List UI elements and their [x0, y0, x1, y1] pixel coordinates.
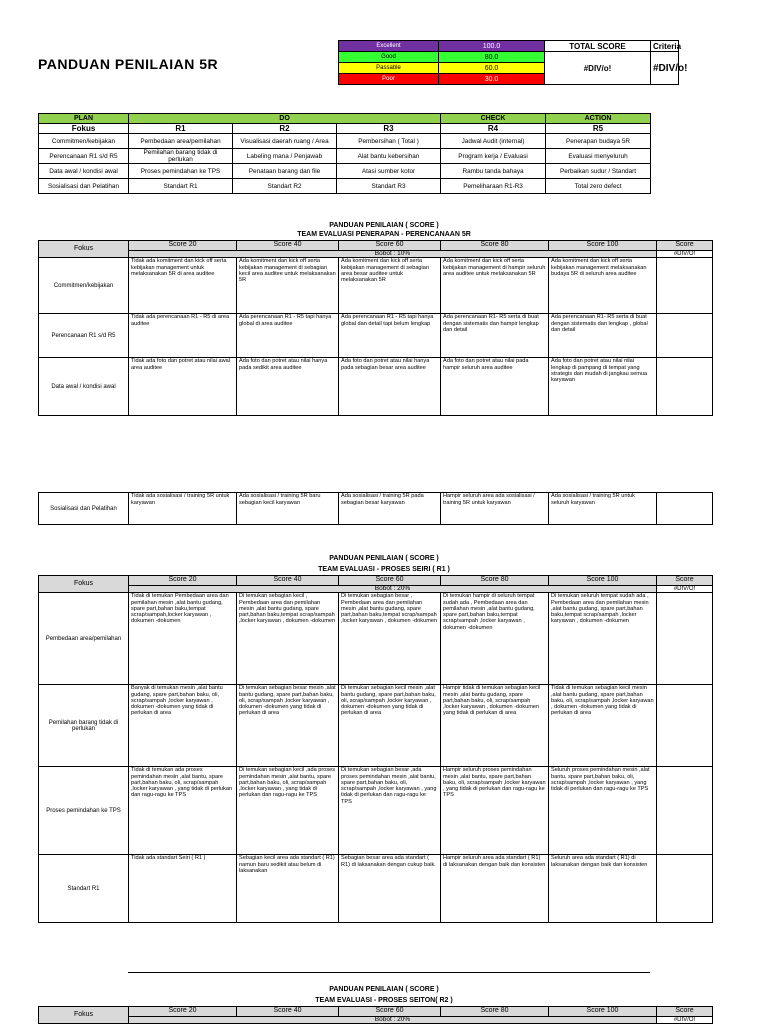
- pdca-fokus-cell: Data awal / kondisi awal: [39, 164, 129, 179]
- score-table-seiri: [38, 575, 713, 923]
- divider: [128, 972, 650, 973]
- score-header: Score 80: [441, 241, 549, 251]
- score-header: Score 20: [129, 241, 237, 251]
- section-3-subtitle: TEAM EVALUASI - PROSES SEITON( R2 ): [315, 997, 453, 1004]
- criteria-cell: Sebagian besar area ada standart ( R1) di laksanakan dengan cukup baik.: [339, 855, 441, 923]
- pdca-cell: Standart R1: [129, 179, 233, 194]
- criteria-cell: Tidak ada sosialisasi / training 5R untuk karyawan: [129, 493, 237, 525]
- pdca-row: [39, 179, 651, 194]
- col-r1: R1: [129, 124, 233, 134]
- score-cell: [657, 314, 713, 358]
- score-cell: [657, 855, 713, 923]
- col-r2: R2: [233, 124, 337, 134]
- pdca-cell: Pembersihan ( Total ): [337, 134, 441, 149]
- pdca-cell: Pemeliharaan R1-R3: [441, 179, 546, 194]
- criteria-cell: Ada perencanaan R1- R5 serta di buat dengan sistematis dan hampir lengkap dan detail: [441, 314, 549, 358]
- fokus-cell: Standart R1: [39, 855, 129, 923]
- phase-check: CHECK: [441, 114, 546, 124]
- criteria-cell: Di temukan sebagian besar mesin ,alat bantu gudang, spare part,bahan baku, oli, scrap/sampah ,locker karyawan , dokumen -dokumen yang tidak di perlukan di area: [237, 685, 339, 767]
- fokus-cell: Pemilahan barang tidak di perlukan: [39, 685, 129, 767]
- score-row: [39, 685, 713, 767]
- score-table-seiton: [38, 1006, 713, 1024]
- score-header: Score 60: [339, 576, 441, 586]
- total-score-value: #DIV/o!: [545, 52, 651, 85]
- score-legend: Excellent 100.0 TOTAL SCORE Criteria Good 80.0 #DIV/o! #DIV/o! Passable 60.0 Poor 30.0: [338, 40, 679, 85]
- pdca-fokus-cell: Sosialisasi dan Pelatihan: [39, 179, 129, 194]
- pdca-cell: Program kerja / Evaluasi: [441, 149, 546, 164]
- pdca-cell: Penataan barang dan file: [233, 164, 337, 179]
- bobot: Bobot : 20%: [129, 586, 657, 593]
- criteria-cell: Di temukan seluruh tempat sudah ada , Pembedaan area dan pemilahan mesin ,alat bantu gudang, spare part,bahan baku,tempat scrap/sampah ,locker karyawan , dokumen -dokumen: [549, 593, 657, 685]
- col-r3: R3: [337, 124, 441, 134]
- bobot-row: [39, 1017, 713, 1024]
- pdca-cell: Labeling mana / Penjawab: [233, 149, 337, 164]
- total-score-label: TOTAL SCORE: [545, 41, 651, 52]
- criteria-cell: Ada foto dan potret atau nilai hanya pada sebagian besar area auditee: [339, 358, 441, 416]
- criteria-cell: Ada komitment dan kick off serta kebijakan management di sebagian kecil area auditee untuk melaksanakan 5R: [237, 258, 339, 314]
- criteria-cell: Di temukan sebagian besar ,ada proses pemindahan mesin ,alat bantu, spare part,bahan baku, oli, scrap/sampah ,locker karyawan , yang tidak di perlukan dan ragu-ragu ke TPS: [339, 767, 441, 855]
- fokus-header: Fokus: [39, 1007, 129, 1024]
- criteria-label: Criteria: [651, 41, 679, 52]
- pdca-cell: Rambu tanda bahaya: [441, 164, 546, 179]
- criteria-cell: Tidak di temukan sebagian kecil mesin ,alat bantu gudang, spare part,bahan baku, oli, scrap/sampah ,locker karyawan , dokumen -dokumen yang tidak di perlukan di area: [549, 685, 657, 767]
- criteria-cell: Di temukan sebagian besar , Pembedaan area dan pemilahan mesin ,alat bantu gudang, spare part,bahan baku,tempat scrap/sampah ,locker karyawan , dokumen -dokumen: [339, 593, 441, 685]
- pdca-cell: Perbaikan sudur / Standart: [546, 164, 651, 179]
- score-cell: [657, 493, 713, 525]
- section-1-title: PANDUAN PENILAIAN ( SCORE ): [329, 222, 439, 229]
- score-header: Score 60: [339, 1007, 441, 1017]
- legend-passable: Passable: [339, 63, 439, 74]
- score-header: Score 40: [237, 576, 339, 586]
- criteria-cell: Ada sosialisasi / training 5R untuk seluruh karyawan: [549, 493, 657, 525]
- spacer-row: [39, 416, 713, 493]
- criteria-cell: Di temukan sebagian kecil , Pembedaan area dan pemilahan mesin ,alat bantu gudang, spare part,bahan baku,tempat scrap/sampah ,locker karyawan , dokumen -dokumen: [237, 593, 339, 685]
- legend-excellent: Excellent: [339, 41, 439, 52]
- score-header: Score 40: [237, 241, 339, 251]
- criteria-cell: Di temukan sebagian kecil mesin ,alat bantu gudang, spare part,bahan baku, oli, scrap/sampah ,locker karyawan , dokumen -dokumen yang tidak di perlukan di area: [339, 685, 441, 767]
- col-r5: R5: [546, 124, 651, 134]
- pdca-cell: Standart R3: [337, 179, 441, 194]
- fokus-cell: Commitmen/kebijakan: [39, 258, 129, 314]
- score-row: [39, 314, 713, 358]
- criteria-cell: Hampir tidak di temukan sebagian kecil mesin ,alat bantu gudang, spare part,bahan baku, oli, scrap/sampah ,locker karyawan , dokumen -dokumen yang tidak di perlukan di area: [441, 685, 549, 767]
- criteria-cell: Hampir seluruh proses pemindahan mesin ,alat bantu, spare part,bahan baku, oli, scrap/sampah ,locker karyawan , yang tidak di perlukan dan ragu-ragu ke TPS: [441, 767, 549, 855]
- criteria-cell: Tidak ada standart Seiri ( R1 ): [129, 855, 237, 923]
- criteria-cell: Seluruh proses pemindahan mesin ,alat bantu, spare part,bahan baku, oli, scrap/sampah ,locker karyawan , yang tidak di perlukan dan ragu-ragu ke TPS: [549, 767, 657, 855]
- fokus-cell: Perencanaan R1 s/d R5: [39, 314, 129, 358]
- criteria-cell: Tidak di temukan ada proses pemindahan mesin ,alat bantu, spare part,bahan baku, oli, scrap/sampah ,locker karyawan , yang tidak di perlukan dan ragu-ragu ke TPS: [129, 767, 237, 855]
- score-header-row: [39, 576, 713, 586]
- pdca-cell: Pembedaan area/pemilahan: [129, 134, 233, 149]
- score-header: Score: [657, 241, 713, 251]
- pdca-cell: Pemilahan barang tidak di perlukan: [129, 149, 233, 164]
- pdca-cell: Standart R2: [233, 179, 337, 194]
- score-header: Score: [657, 576, 713, 586]
- score-header: Score 100: [549, 241, 657, 251]
- total-score: #DIV/O!: [657, 1017, 713, 1024]
- bobot-row: [39, 586, 713, 593]
- fokus-header: Fokus: [39, 576, 129, 593]
- criteria-cell: Ada sosialisasi / training 5R baru sebagian kecil karyawan: [237, 493, 339, 525]
- criteria-cell: Ada foto dan potret atau nilai pada hampir seluruh area auditee: [441, 358, 549, 416]
- phase-do: DO: [129, 114, 441, 124]
- pdca-row: [39, 164, 651, 179]
- criteria-cell: Ada foto dan potret atau nilai nilai lengkap di pampang di tempat yang strategis dan mudah di jangkau semua karyawan: [549, 358, 657, 416]
- legend-poor: Poor: [339, 74, 439, 85]
- legend-good: Good: [339, 52, 439, 63]
- fokus-cell: Proses pemindahan ke TPS: [39, 767, 129, 855]
- pdca-cell: Evaluasi menyeluruh: [546, 149, 651, 164]
- fokus-cell: Data awal / kondisi awal: [39, 358, 129, 416]
- col-r4: R4: [441, 124, 546, 134]
- pdca-cell: Visualisasi daerah ruang / Area: [233, 134, 337, 149]
- criteria-value: #DIV/o!: [651, 52, 679, 85]
- pdca-row: [39, 134, 651, 149]
- score-cell: [657, 358, 713, 416]
- criteria-cell: Ada perencanaan R1- R5 serta di buat dengan sistematis dan lengkap , global dan detail: [549, 314, 657, 358]
- criteria-cell: Tidak ada foto dan potret atau nilai awal area auditee: [129, 358, 237, 416]
- bobot-row: [39, 251, 713, 258]
- pdca-cell: Atasi sumber kotor: [337, 164, 441, 179]
- score-header: Score 20: [129, 576, 237, 586]
- pdca-row: [39, 149, 651, 164]
- score-table-planning: [38, 240, 713, 525]
- score-row: [39, 258, 713, 314]
- pdca-cell: Jadwal Audit (internal): [441, 134, 546, 149]
- score-header: Score 20: [129, 1007, 237, 1017]
- criteria-cell: Ada perencanaan R1 - R5 tapi hanya global dan detail tapi belum lengkap: [339, 314, 441, 358]
- pdca-fokus-cell: Perencanaan R1 s/d R5: [39, 149, 129, 164]
- score-cell: [657, 593, 713, 685]
- criteria-cell: Hampir seluruh area ada sosialisasi / training 5R untuk karyawan: [441, 493, 549, 525]
- criteria-cell: Di temukan sebagian kecil ,ada proses pemindahan mesin ,alat bantu, spare part,bahan baku, oli, scrap/sampah ,locker karyawan , yang tidak di perlukan dan ragu-ragu ke TPS: [237, 767, 339, 855]
- criteria-cell: Ada sosialisasi / training 5R pada sebagian besar karyawan: [339, 493, 441, 525]
- criteria-cell: Tidak ada komitment dan kick off serta kebijakan management untuk melaksanakan 5R di area auditee: [129, 258, 237, 314]
- criteria-cell: Tidak di temukan Pembedaan area dan pemilahan mesin ,alat bantu gudang, spare part,bahan baku,tempat scrap/sampah,locker karyawan , dokumen -dokumen: [129, 593, 237, 685]
- score-header: Score 40: [237, 1007, 339, 1017]
- phase-plan: PLAN: [39, 114, 129, 124]
- score-header: Score: [657, 1007, 713, 1017]
- criteria-cell: Di temukan hampir di seluruh tempat sudah ada , Pembedaan area dan pemilahan mesin ,alat bantu gudang, spare part,bahan baku,tempat scrap/sampah ,locker karyawan , dokumen -dokumen: [441, 593, 549, 685]
- score-cell: [657, 685, 713, 767]
- criteria-cell: Ada komitment dan kick off serta kebijakan management di hampir seluruh area auditee untuk melaksanakan 5R: [441, 258, 549, 314]
- pdca-cell: Alat bantu kebersihan: [337, 149, 441, 164]
- score-row: [39, 855, 713, 923]
- score-header: Score 60: [339, 241, 441, 251]
- total-score: #DIV/O!: [657, 251, 713, 258]
- criteria-cell: Ada komitment dan kick off serta kebijakan management melaksanakan budaya 5R di seluruh area auditee: [549, 258, 657, 314]
- score-row: [39, 767, 713, 855]
- criteria-cell: Hampir seluruh area ada standart ( R1) di laksanakan dengan baik dan konsisten: [441, 855, 549, 923]
- criteria-cell: Ada foto dan potret atau nilai hanya pada sedikit area auditee: [237, 358, 339, 416]
- bobot: Bobot : 10%: [129, 251, 657, 258]
- section-2-subtitle: TEAM EVALUASI - PROSES SEIRI ( R1 ): [318, 566, 450, 573]
- score-cell: [657, 258, 713, 314]
- criteria-cell: Ada komitment dan kick off serta kebijakan management di sebagian area besar auditee untuk melaksanakan 5R: [339, 258, 441, 314]
- pdca-table: [38, 113, 651, 194]
- col-fokus: Fokus: [39, 124, 129, 134]
- score-header: Score 100: [549, 576, 657, 586]
- score-header-row: [39, 1007, 713, 1017]
- score-header: Score 80: [441, 576, 549, 586]
- score-row: [39, 358, 713, 416]
- criteria-cell: Ada perencanaan R1 - R5 tapi hanya global di area auditee: [237, 314, 339, 358]
- spacer: [39, 416, 713, 493]
- score-header: Score 80: [441, 1007, 549, 1017]
- score-header-row: [39, 241, 713, 251]
- pdca-cell: Total zero defect: [546, 179, 651, 194]
- score-row: [39, 493, 713, 525]
- pdca-cell: Proses pemindahan ke TPS: [129, 164, 233, 179]
- total-score: #DIV/O!: [657, 586, 713, 593]
- section-2-title: PANDUAN PENILAIAN ( SCORE ): [329, 555, 439, 562]
- section-3-title: PANDUAN PENILAIAN ( SCORE ): [329, 986, 439, 993]
- page-title: PANDUAN PENILAIAN 5R: [38, 56, 219, 72]
- score-header: Score 100: [549, 1007, 657, 1017]
- fokus-header: Fokus: [39, 241, 129, 258]
- criteria-cell: Banyak di temukan mesin ,alat bantu gudang, spare part,bahan baku, oli, scrap/sampah ,locker karyawan , dokumen -dokumen yang tidak di perlukan di area: [129, 685, 237, 767]
- criteria-cell: Tidak ada perencanaan R1 - R5 di area auditee: [129, 314, 237, 358]
- criteria-cell: Sebagian kecil area ada standart ( R1) namun baru sedikit atau belum di laksanakan: [237, 855, 339, 923]
- criteria-cell: Seluruh area ada standart ( R1) di laksanakan dengan baik dan konsisten: [549, 855, 657, 923]
- section-1-subtitle: TEAM EVALUASI PENERAPAN - PERENCANAAN 5R: [297, 231, 471, 238]
- score-cell: [657, 767, 713, 855]
- phase-action: ACTION: [546, 114, 651, 124]
- pdca-cell: Penerapan budaya 5R: [546, 134, 651, 149]
- fokus-cell: Pembedaan area/pemilahan: [39, 593, 129, 685]
- fokus-cell: Sosialisasi dan Pelatihan: [39, 493, 129, 525]
- score-row: [39, 593, 713, 685]
- pdca-fokus-cell: Commitmen/kebijakan: [39, 134, 129, 149]
- bobot: Bobot : 20%: [129, 1017, 657, 1024]
